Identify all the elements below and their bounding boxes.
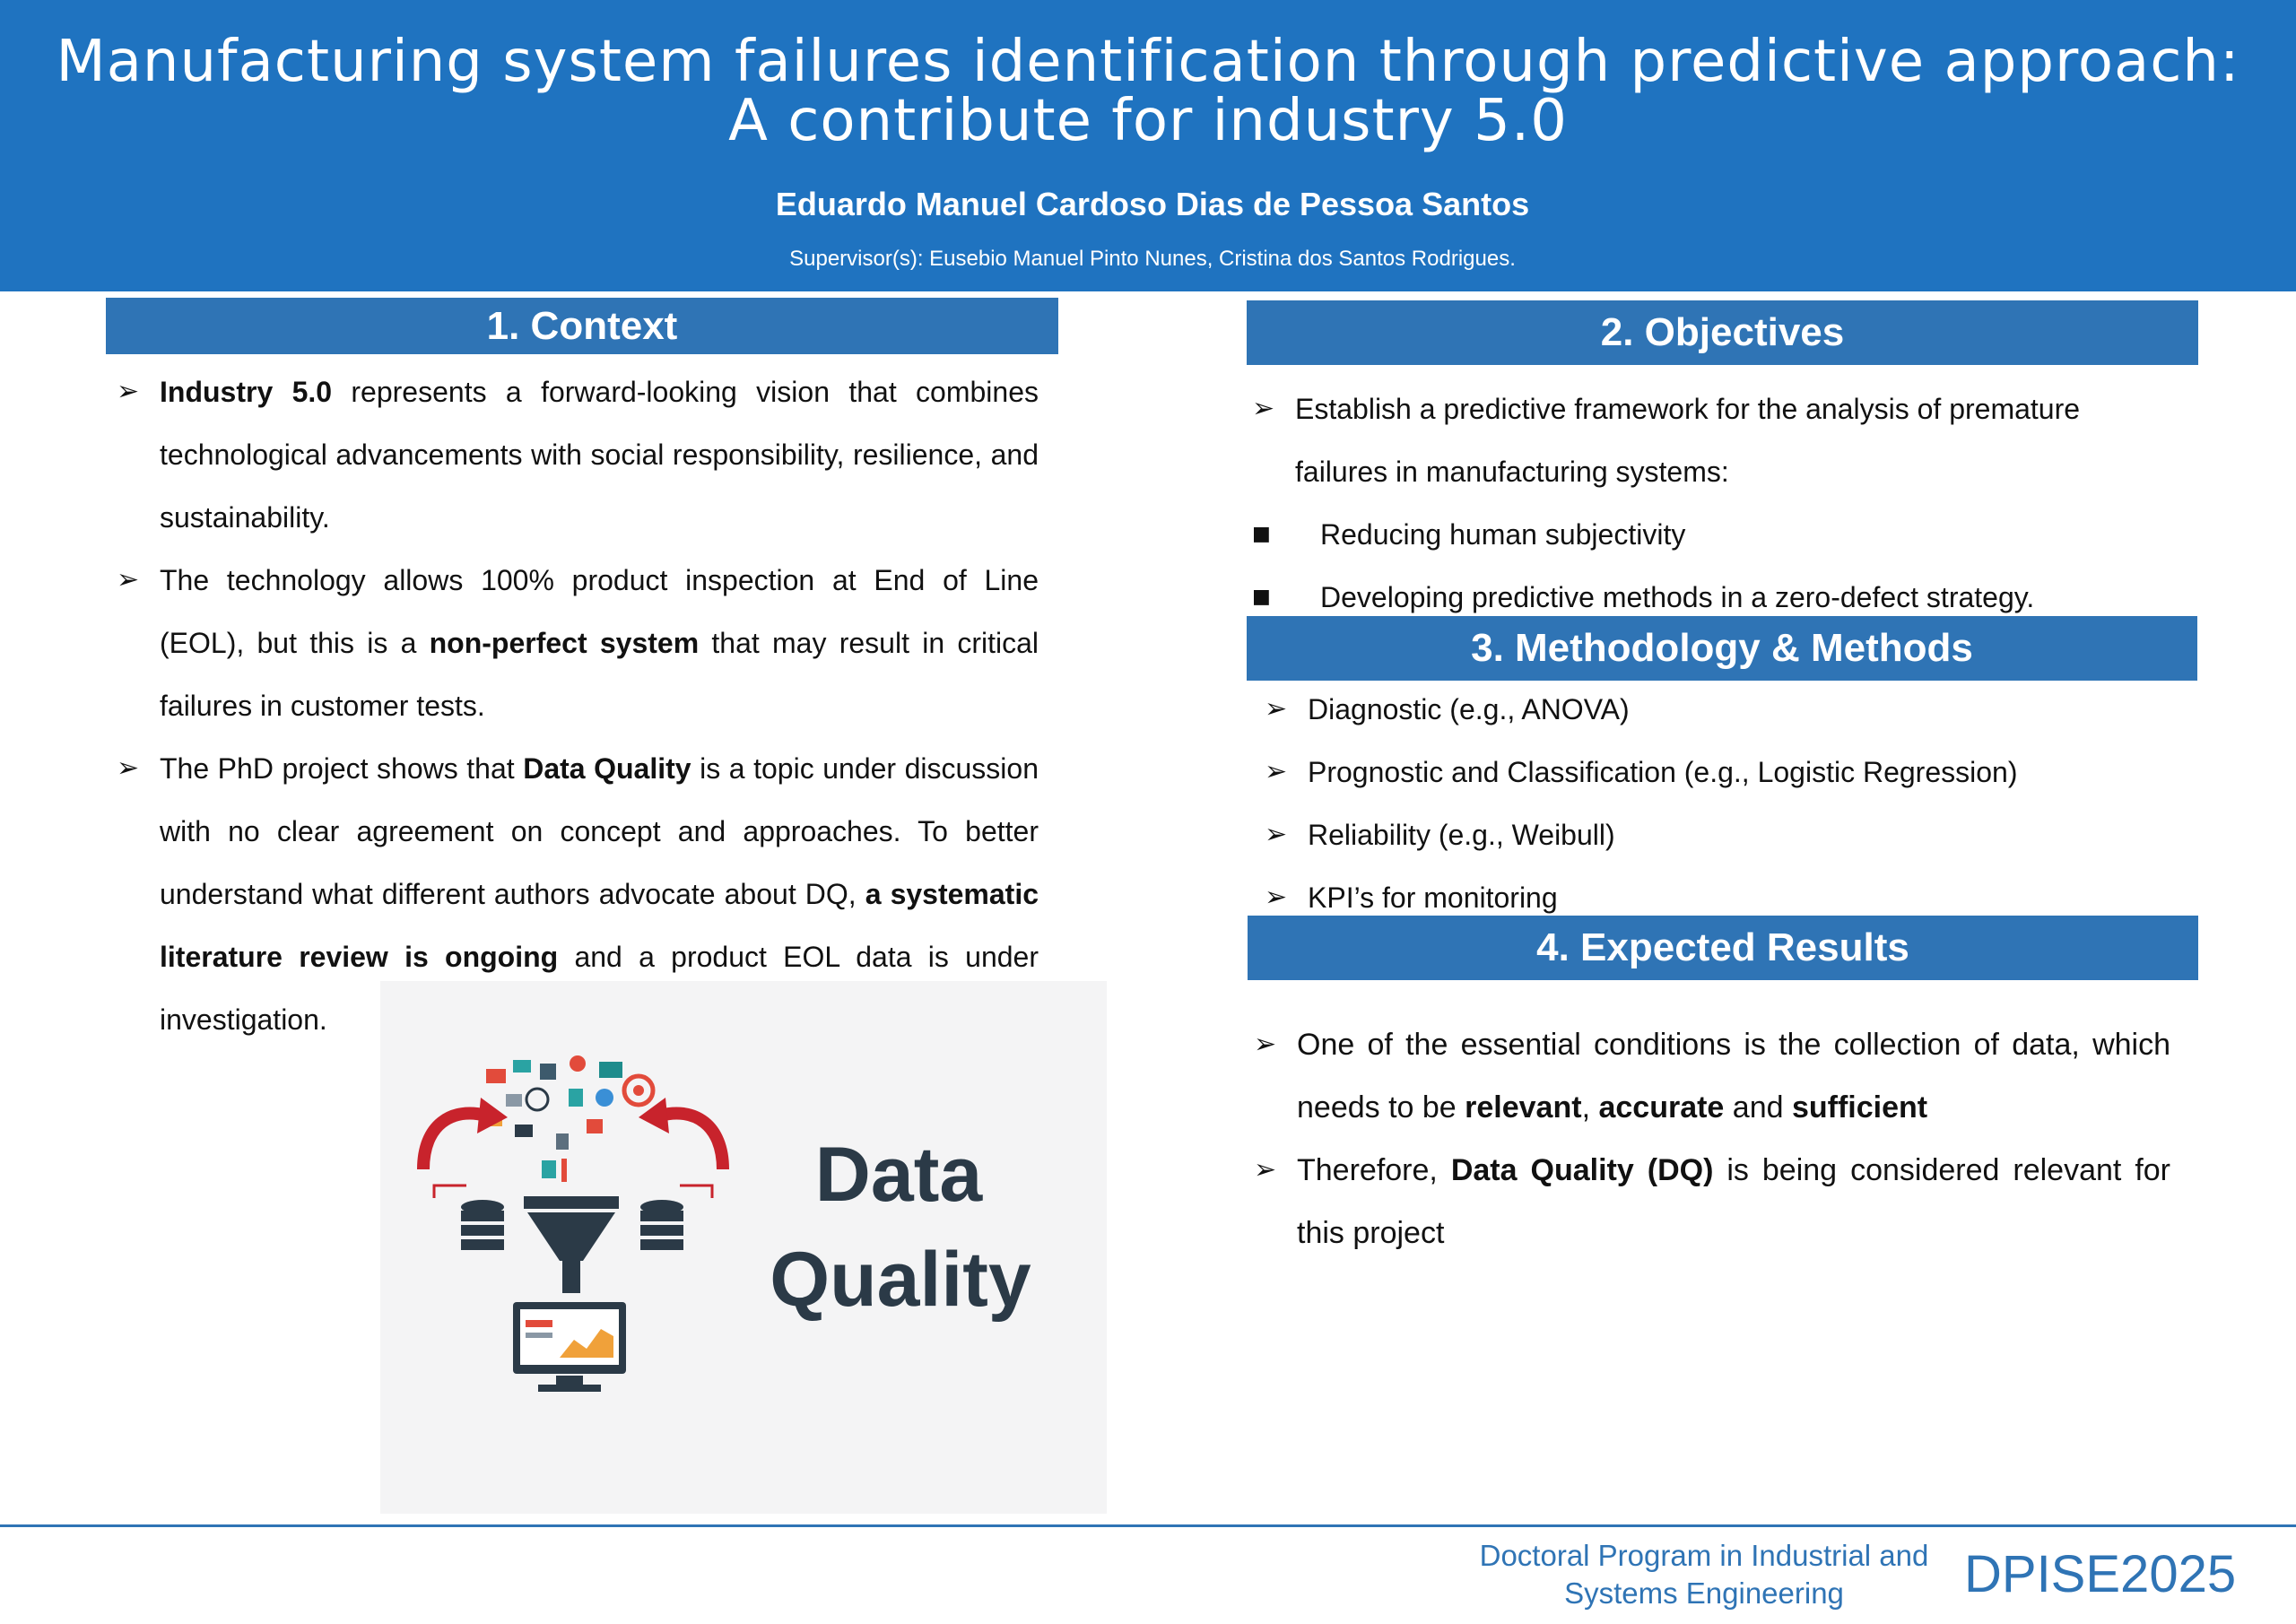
arrow-bullet-icon: ➢ [1254, 1029, 1277, 1060]
context-body [117, 360, 1039, 1051]
context-bullet-3-pre: The PhD project shows that [160, 752, 524, 785]
arrow-bullet-icon: ➢ [1254, 1154, 1277, 1185]
footer-program-line-2: Systems Engineering [1564, 1576, 1844, 1610]
poster-title [54, 29, 2242, 154]
arrow-bullet-icon: ➢ [117, 564, 140, 595]
database-icon [640, 1200, 683, 1250]
footer-program-line-1: Doctoral Program in Industrial and [1479, 1539, 1929, 1572]
square-bullet-icon: ■ [1252, 586, 1271, 608]
objective-sub-1-text: Reducing human subjectivity [1320, 518, 1686, 551]
arrow-bullet-icon: ➢ [1252, 393, 1275, 424]
methods-body [1265, 678, 2179, 929]
data-icons-cluster [486, 1055, 653, 1182]
method-item-text: Diagnostic (e.g., ANOVA) [1308, 693, 1630, 725]
objective-sub-2-text: Developing predictive methods in a zero-defect strategy. [1320, 581, 2035, 613]
data-quality-illustration [380, 981, 1107, 1514]
square-bullet-icon: ■ [1252, 523, 1271, 545]
relevant-term: relevant [1465, 1090, 1582, 1125]
arrow-bullet-icon: ➢ [1265, 819, 1288, 850]
non-perfect-term: non-perfect system [429, 627, 700, 659]
title-line-1: Manufacturing system failures identification through predictive approach: [56, 29, 2240, 95]
sufficient-term: sufficient [1791, 1090, 1928, 1125]
figure-data-label: Data [814, 1132, 983, 1218]
poster-header [0, 0, 2296, 291]
arrow-bullet-icon: ➢ [1265, 881, 1288, 913]
title-line-2: A contribute for industry 5.0 [728, 88, 1568, 154]
left-arrow-icon [423, 1114, 486, 1170]
objectives-main-bullet [1252, 378, 2176, 503]
arrow-bullet-icon: ➢ [117, 752, 140, 784]
context-heading: 1. Context [106, 298, 1058, 354]
footer-event-code: DPISE2025 [1964, 1545, 2237, 1603]
industry-5-term: Industry 5.0 [160, 376, 333, 408]
context-bullet-3-post: and a product EOL data is under investigation. [160, 941, 1039, 1036]
context-bullet-1 [117, 360, 1039, 549]
funnel-icon [524, 1196, 619, 1293]
results-bullet-2-post: is being considered relevant for this project [1297, 1153, 2170, 1250]
objectives-body [1252, 378, 2176, 629]
results-body [1254, 1013, 2170, 1264]
data-quality-figure [380, 981, 1107, 1514]
context-bullet-2 [117, 549, 1039, 737]
method-item [1265, 678, 2179, 741]
results-sep-1: , [1581, 1090, 1599, 1125]
objectives-heading: 2. Objectives [1247, 300, 2198, 365]
monitor-icon [513, 1302, 626, 1392]
footer-divider [0, 1524, 2296, 1527]
accurate-term: accurate [1598, 1090, 1725, 1125]
author-name: Eduardo Manuel Cardoso Dias de Pessoa Santos [775, 186, 1530, 222]
right-arrow-icon [660, 1114, 723, 1170]
method-item [1265, 741, 2179, 803]
footer-program-name [1435, 1537, 1973, 1612]
results-sep-2: and [1724, 1090, 1792, 1125]
method-item [1265, 803, 2179, 866]
results-bullet-1 [1254, 1013, 2170, 1139]
objectives-main-text: Establish a predictive framework for the analysis of premature failures in manufacturing systems: [1295, 393, 2081, 488]
results-bullet-2-pre: Therefore, [1297, 1153, 1451, 1187]
results-bullet-1-pre: One of the essential conditions is the collection of data, which needs to be [1297, 1028, 2170, 1125]
method-item-text: Reliability (e.g., Weibull) [1308, 819, 1615, 851]
objective-sub-1 [1252, 503, 2176, 566]
database-icon [461, 1200, 504, 1250]
results-heading: 4. Expected Results [1248, 916, 2198, 980]
methods-heading: 3. Methodology & Methods [1247, 616, 2197, 681]
arrow-bullet-icon: ➢ [117, 376, 140, 407]
data-quality-term: Data Quality [523, 752, 691, 785]
method-item-text: Prognostic and Classification (e.g., Logistic Regression) [1308, 756, 2018, 788]
context-bullet-3-mid: is a topic under discussion with no clear agreement on concept and approaches. To better understand what different authors advocate about DQ, [160, 752, 1039, 910]
context-bullet-2-post: that may result in critical failures in customer tests. [160, 627, 1039, 722]
results-bullet-2 [1254, 1139, 2170, 1264]
dq-term: Data Quality (DQ) [1450, 1153, 1714, 1187]
slr-term: a systematic literature review is ongoing [160, 878, 1039, 973]
arrow-bullet-icon: ➢ [1265, 693, 1288, 725]
context-bullet-2-pre: The technology allows 100% product inspection at End of Line (EOL), but this is a [160, 564, 1039, 659]
method-item-text: KPI’s for monitoring [1308, 881, 1558, 914]
arrow-bullet-icon: ➢ [1265, 756, 1288, 787]
supervisors: Supervisor(s): Eusebio Manuel Pinto Nunes, Cristina dos Santos Rodrigues. [789, 247, 1516, 271]
figure-quality-label: Quality [770, 1237, 1031, 1323]
context-bullet-1-text: represents a forward-looking vision that combines technological advancements with social responsibility, resilience, and sustainability. [160, 376, 1039, 534]
